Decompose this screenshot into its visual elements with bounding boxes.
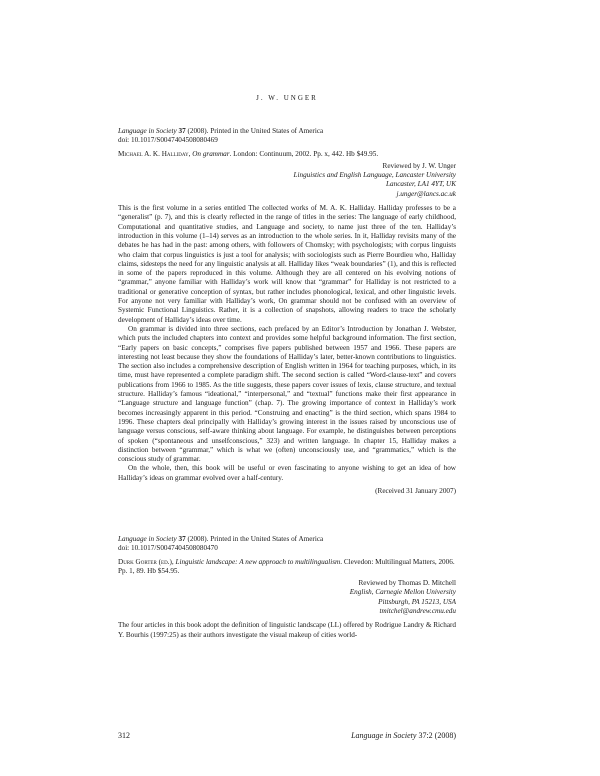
review-body [118, 621, 456, 640]
book-author: Michael A. K. Halliday [118, 149, 189, 158]
book-entry: Durk Gorter (ed.), Linguistic landscape: A new approach to multilingualism. Clevedon: Multilingual Matters, 2006. Pp. 1, 89. Hb $54.95. [118, 557, 455, 575]
received-date: (Received 31 January 2007) [375, 486, 456, 495]
journal-name: Language in Society [118, 127, 177, 135]
review-body [118, 204, 456, 483]
page-footer [118, 731, 456, 740]
printed-note: (2008). Printed in the United States of America [187, 127, 324, 135]
reviewer-affiliation: Linguistics and English Language, Lancaster University [293, 171, 456, 180]
page-number: 312 [118, 731, 130, 740]
book-publisher: . London: Continuum, 2002. Pp. x, 442. Hb $49.95. [229, 149, 379, 158]
review-1 [118, 127, 456, 496]
doi: doi: 10.1017/S0047404508080469 [118, 136, 218, 145]
reviewer-block [118, 162, 456, 199]
printed-note: (2008). Printed in the United States of America [187, 535, 324, 543]
reviewer-address: Lancaster, LA1 4YT, UK [386, 180, 456, 189]
reviewer-address: Pittsburgh, PA 15213, USA [378, 597, 456, 606]
reviewer-affiliation: English, Carnegie Mellon University [349, 588, 456, 597]
footer-journal-name: Language in Society [351, 731, 417, 740]
reviewer-email: tmitchel@andrew.cmu.edu [379, 607, 456, 616]
review-2 [118, 535, 456, 640]
running-head: J. W. UNGER [256, 94, 318, 102]
reviewer-block [118, 579, 456, 616]
footer-issue: 37:2 (2008) [418, 731, 456, 740]
journal-citation [118, 127, 456, 136]
journal-volume: 37 [178, 535, 186, 543]
footer-journal [351, 731, 456, 740]
journal-citation [118, 535, 456, 544]
reviewer-name: Reviewed by J. W. Unger [382, 161, 456, 170]
paragraph: On grammar is divided into three sections, each prefaced by an Editor’s Introduction by Jonathan J. Webster, which puts the included chapters into context and provides some helpful background information. The first section, “Early papers on basic concepts,” comprises five papers published between 1957 and 1966. These papers are interesting not least because they show the foundations of Halliday’s later, better-known contributions to linguistics. The section also includes a comprehensive description of English written in 1964 for teaching purposes, which, in its time, must have represented a complete paradigm shift. The second section is called “Word-clause-text” and covers publications from 1966 to 1985. As the title suggests, these papers cover issues of lexis, clause structure, and textual structure. Halliday’s famous “ideational,” “interpersonal,” and “textual” functions make their first appearance in “Language structure and language function” (chap. 7). The growing importance of context in Halliday’s work becomes increasingly apparent in this period. “Construing and enacting” is the third section, which spans 1984 to 1996. These chapters deal principally with Halliday’s growing interest in the issues raised by unconscious use of language versus conscious, self-aware thinking about language. For example, he distinguishes between perceptions of spoken (“spontaneous and unselfconscious,” 323) and written language. In chapter 15, Halliday makes a distinction between “grammar,” which is what we (often) unconsciously use, and “grammatics,” which is the conscious study of grammar. [118, 324, 456, 464]
journal-name: Language in Society [118, 535, 177, 543]
journal-volume: 37 [178, 127, 186, 135]
paragraph: This is the first volume in a series entitled The collected works of M. A. K. Halliday. Halliday professes to be a “generalist” (p. 7), and this is clearly reflected in the range of titles in the series: The language of early childhood, Computational and quantitative studies, and Language and society, to name just three of the ten. Halliday’s introduction in this volume (1–14) serves as an introduction to the whole series. In it, Halliday revisits many of the debates he has had in the past: among others, with followers of Chomsky; with psychologists; with corpus linguists who claim that corpus linguistics is just a tool for analysis; with sociologists such as Pierre Bourdieu who, Halliday claims, sidesteps the need for any linguistic analysis at all. Halliday likes “weak boundaries” (1), and this is reflected in some of the papers reproduced in this volume. Although they are all centered on his evolving notions of “grammar,” anyone familiar with Halliday’s work will know that “grammar” for Halliday is not restricted to a traditional or generative conception of syntax, but rather includes phonological, lexical, and other linguistic levels. For anyone not very familiar with Halliday’s work, On grammar should not be confused with an overview of Systemic Functional Linguistics. Rather, it is a collection of snapshots, allowing readers to trace the scholarly development of Halliday’s ideas over time. [118, 204, 456, 324]
paragraph: The four articles in this book adopt the definition of linguistic landscape (LL) offered by Rodrigue Landry & Richard Y. Bourhis (1997:25) as their authors investigate the visual makeup of cities world- [118, 621, 456, 639]
book-title: Linguistic landscape: A new approach to multilingualism [175, 557, 341, 566]
doi: doi: 10.1017/S0047404508080470 [118, 544, 218, 553]
book-title: On grammar [192, 149, 230, 158]
book-author: Durk Gorter (ed.) [118, 557, 172, 566]
paragraph: On the whole, then, this book will be useful or even fascinating to anyone wishing to get an idea of how Halliday’s ideas on grammar evolved over a half-century. [118, 464, 456, 482]
book-publisher: . Clevedon: Multilingual Matters, 2006. Pp. 1, 89. Hb $54.95. [118, 557, 455, 575]
reviewer-name: Reviewed by Thomas D. Mitchell [358, 579, 456, 588]
book-entry: Michael A. K. Halliday, On grammar. London: Continuum, 2002. Pp. x, 442. Hb $49.95. [118, 149, 379, 158]
reviewer-email: j.unger@lancs.ac.uk [396, 189, 456, 198]
